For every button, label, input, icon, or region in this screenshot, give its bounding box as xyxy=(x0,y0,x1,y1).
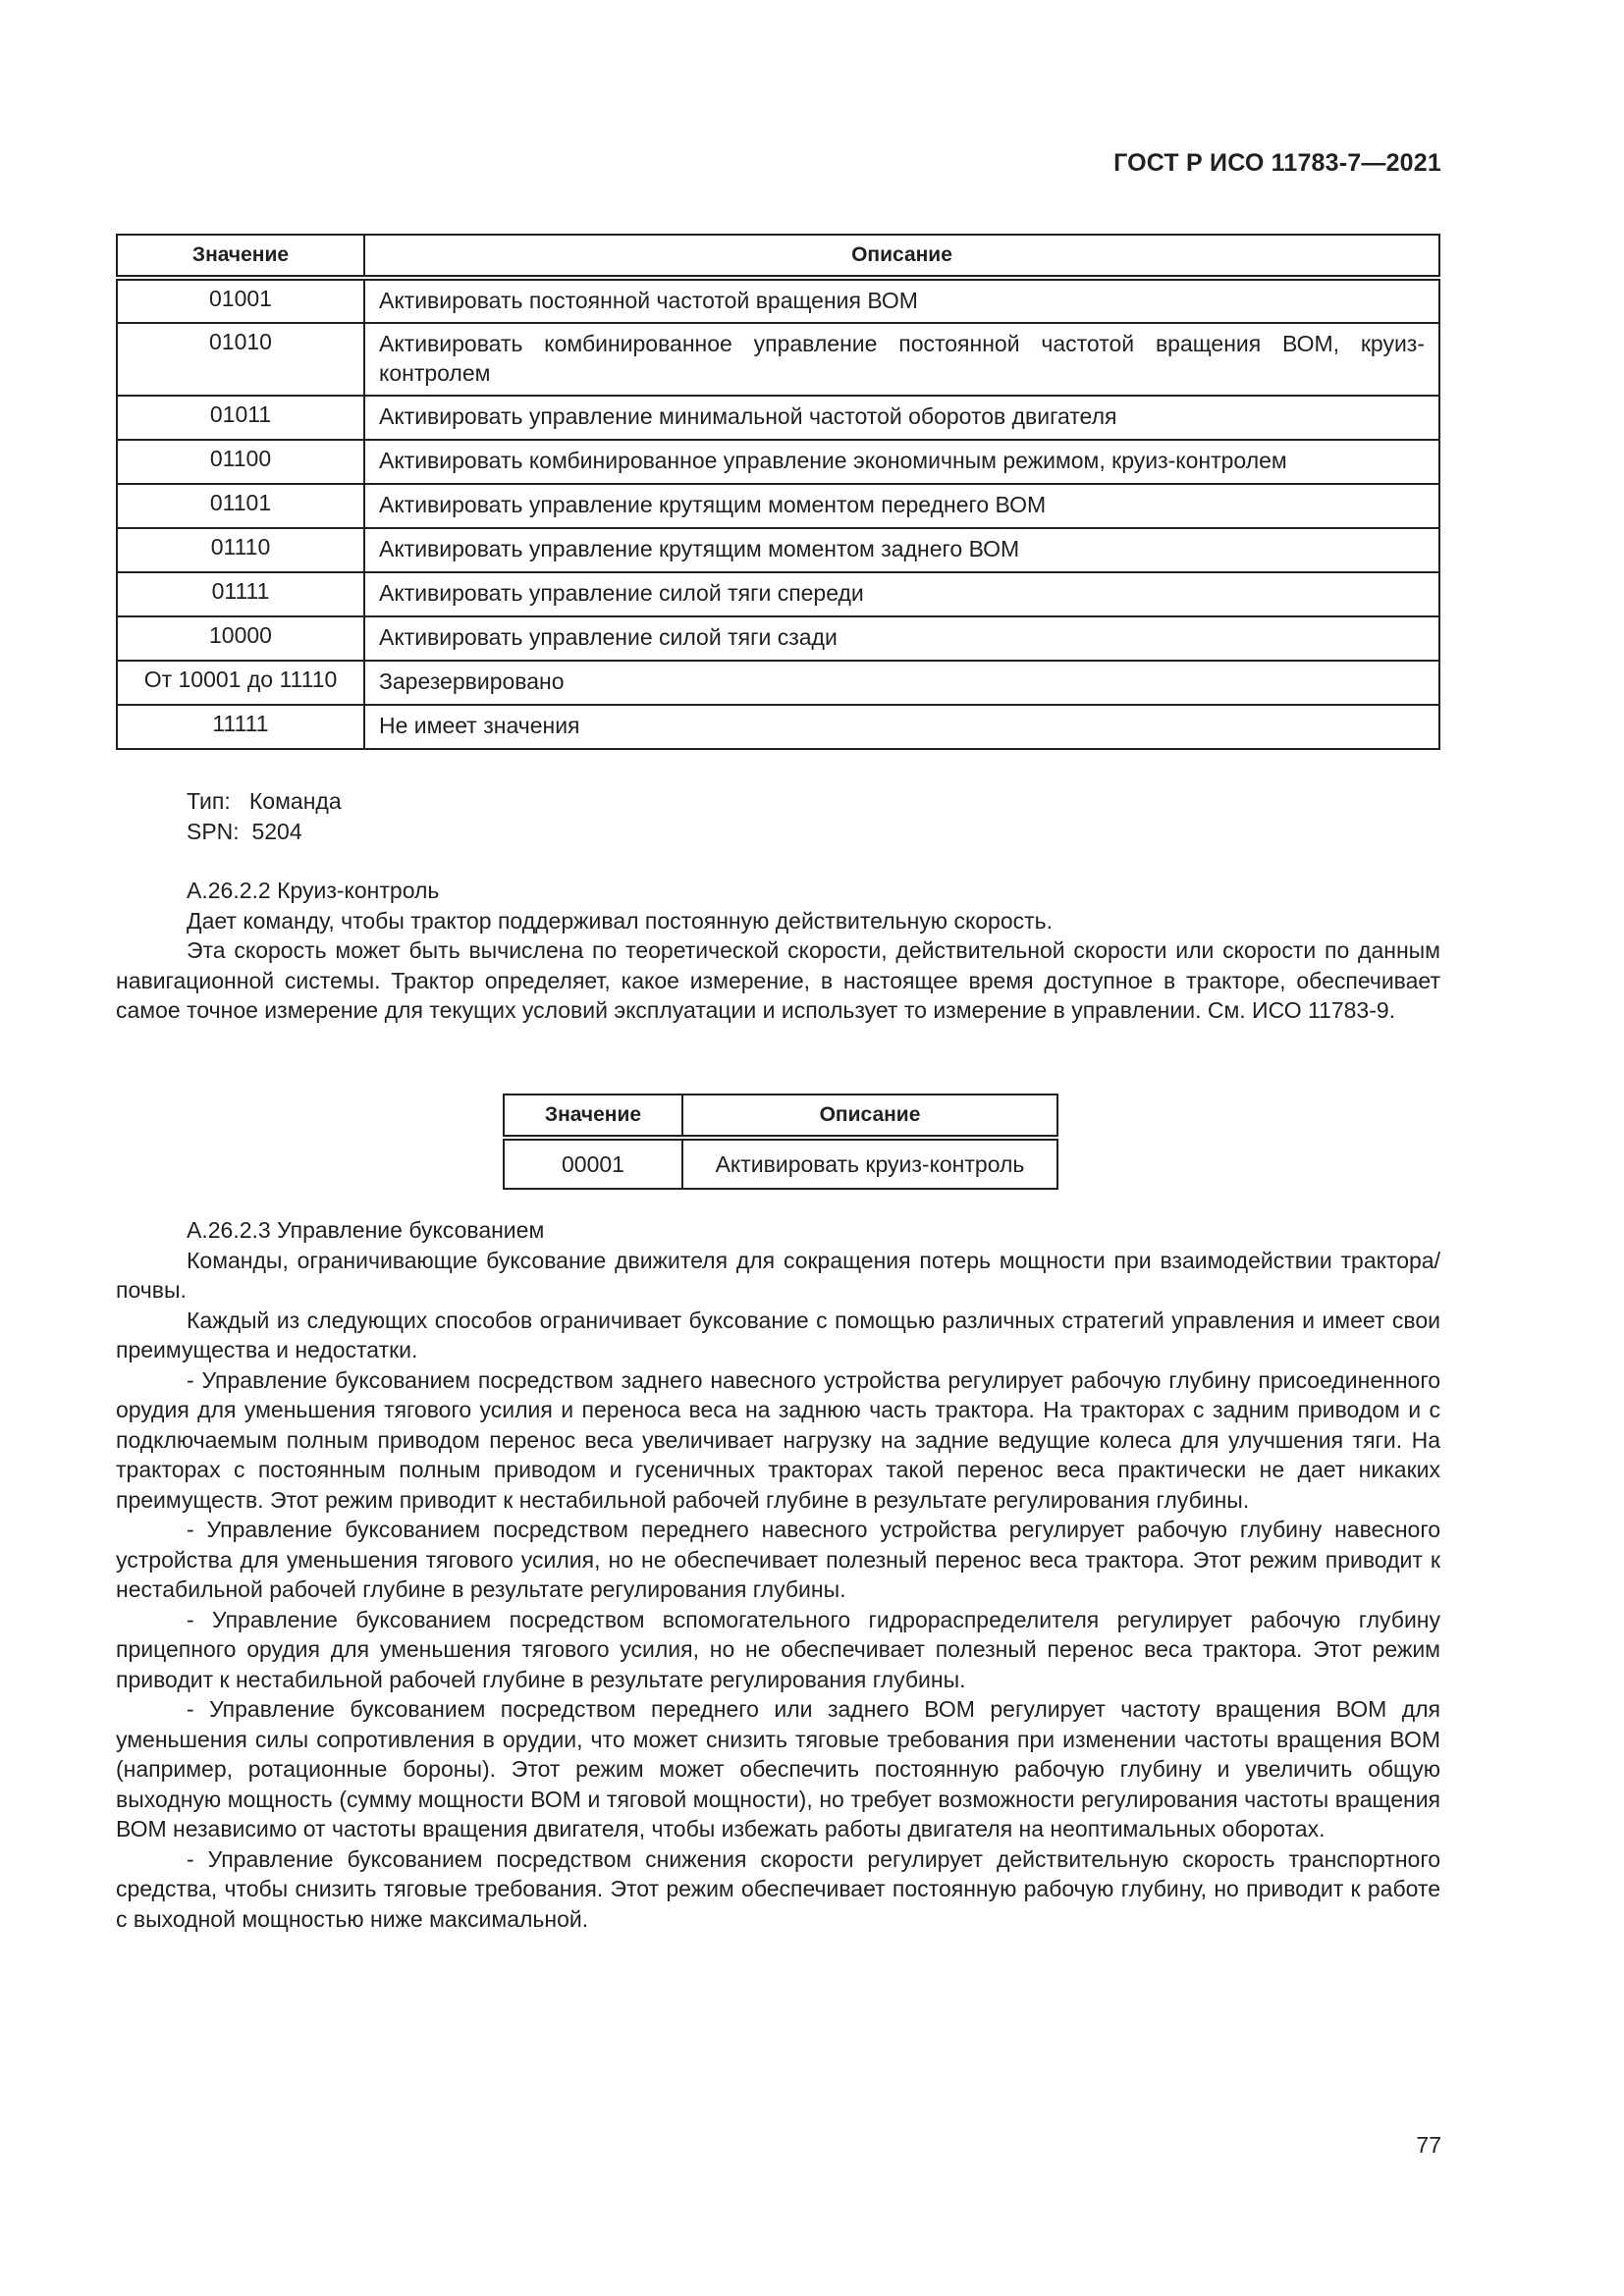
paragraph: Эта скорость может быть вычислена по теоретической скорости, действительной скорости или скорости по данным навигационной системы. Трактор определяет, какое измерение, в настоящее время доступное в тракторе, обеспечивает самое точное измерение для текущих условий эксплуатации и использует то измерение в управлении. См. ИСО 11783-9. xyxy=(116,937,1440,1023)
row-description: Активировать комбинированное управление постоянной частотой вращения ВОМ, круиз-контролем xyxy=(364,323,1439,396)
row-value: 01011 xyxy=(117,396,364,440)
row-value: 01010 xyxy=(117,323,364,396)
type-line: Тип: Команда xyxy=(187,788,342,814)
table-row xyxy=(117,484,1439,528)
list-item: - Управление буксованием посредством переднего или заднего ВОМ регулирует частоту вращения ВОМ для уменьшения силы сопротивления в орудии, что может снизить тяговые требования при изменении частоты вращения ВОМ (например, ротационные бороны). Этот режим может обеспечить постоянную рабочую глубину и увеличить общую выходную мощность (сумму мощности ВОМ и тяговой мощности), но требует возможности регулирования частоты вращения ВОМ независимо от частоты вращения двигателя, чтобы избежать работы двигателя на неоптимальных оборотах. xyxy=(116,1696,1440,1842)
row-value: 01101 xyxy=(117,484,364,528)
row-description: Зарезервировано xyxy=(364,661,1439,705)
row-description: Активировать комбинированное управление экономичным режимом, круиз-контролем xyxy=(364,440,1439,484)
spn-meta-block xyxy=(116,786,1440,846)
table-row xyxy=(117,440,1439,484)
command-values-table xyxy=(116,234,1440,750)
row-description: Активировать круиз-контроль xyxy=(682,1138,1057,1189)
row-value: 11111 xyxy=(117,705,364,749)
table-header-row xyxy=(504,1095,1057,1138)
column-header-value: Значение xyxy=(117,235,364,278)
row-description: Активировать управление крутящим моментом заднего ВОМ xyxy=(364,528,1439,572)
row-value: От 10001 до 11110 xyxy=(117,661,364,705)
section-heading: А.26.2.2 Круиз-контроль xyxy=(187,878,440,903)
table-row xyxy=(117,572,1439,616)
row-value: 01111 xyxy=(117,572,364,616)
section-heading: А.26.2.3 Управление буксованием xyxy=(187,1217,545,1243)
paragraph: Команды, ограничивающие буксование движителя для сокращения потерь мощности при взаимодействии трактора/почвы. xyxy=(116,1247,1440,1303)
row-description: Активировать постоянной частотой вращения ВОМ xyxy=(364,278,1439,323)
table-row xyxy=(117,278,1439,323)
row-description: Активировать управление крутящим моментом переднего ВОМ xyxy=(364,484,1439,528)
list-item: - Управление буксованием посредством снижения скорости регулирует действительную скорость транспортного средства, чтобы снизить тяговые требования. Этот режим обеспечивает постоянную рабочую глубину, но приводит к работе с выходной мощностью ниже максимальной. xyxy=(116,1845,1440,1932)
spn-line: SPN: 5204 xyxy=(187,818,302,844)
row-description: Активировать управление минимальной частотой оборотов двигателя xyxy=(364,396,1439,440)
document-id-header: ГОСТ Р ИСО 11783-7—2021 xyxy=(1113,149,1441,177)
column-header-value: Значение xyxy=(504,1095,682,1138)
column-header-description: Описание xyxy=(682,1095,1057,1138)
row-description: Активировать управление силой тяги сзади xyxy=(364,616,1439,661)
section-slip-control xyxy=(116,1215,1440,1934)
row-value: 01001 xyxy=(117,278,364,323)
table-row xyxy=(117,396,1439,440)
row-description: Не имеет значения xyxy=(364,705,1439,749)
table-row xyxy=(117,705,1439,749)
list-item: - Управление буксованием посредством переднего навесного устройства регулирует рабочую глубину навесного устройства для уменьшения тягового усилия, но не обеспечивает полезный перенос веса трактора. Этот режим приводит к нестабильной рабочей глубине в результате регулирования глубины. xyxy=(116,1517,1440,1602)
table-row xyxy=(504,1138,1057,1189)
table-header-row xyxy=(117,235,1439,278)
list-item: - Управление буксованием посредством заднего навесного устройства регулирует рабочую глубину присоединенного орудия для уменьшения тягового усилия и переноса веса на заднюю часть трактора. На тракторах с задним приводом и с подключаемым полным приводом перенос веса увеличивает нагрузку на задние ведущие колеса для улучшения тяги. На тракторах с постоянным полным приводом и гусеничных тракторах такой перенос веса практически не дает никаких преимуществ. Этот режим приводит к нестабильной рабочей глубине в результате регулирования глубины. xyxy=(116,1366,1440,1513)
paragraph: Дает команду, чтобы трактор поддерживал постоянную действительную скорость. xyxy=(187,907,1054,934)
paragraph: Каждый из следующих способов ограничивает буксование с помощью различных стратегий управления и имеет свои преимущества и недостатки. xyxy=(116,1307,1440,1362)
table-row xyxy=(117,528,1439,572)
row-value: 10000 xyxy=(117,616,364,661)
row-description: Активировать управление силой тяги спереди xyxy=(364,572,1439,616)
table-row xyxy=(117,661,1439,705)
row-value: 01100 xyxy=(117,440,364,484)
row-value: 00001 xyxy=(504,1138,682,1189)
table-row xyxy=(117,616,1439,661)
table-row xyxy=(117,323,1439,396)
column-header-description: Описание xyxy=(364,235,1439,278)
list-item: - Управление буксованием посредством вспомогательного гидрораспределителя регулирует рабочую глубину прицепного орудия для уменьшения тягового усилия, но не обеспечивает полезный перенос веса трактора. Этот режим приводит к нестабильной рабочей глубине в результате регулирования глубины. xyxy=(116,1606,1440,1692)
page-number: 77 xyxy=(1416,2132,1441,2158)
row-value: 01110 xyxy=(117,528,364,572)
section-cruise-control xyxy=(116,876,1440,1026)
cruise-control-table xyxy=(503,1094,1058,1190)
